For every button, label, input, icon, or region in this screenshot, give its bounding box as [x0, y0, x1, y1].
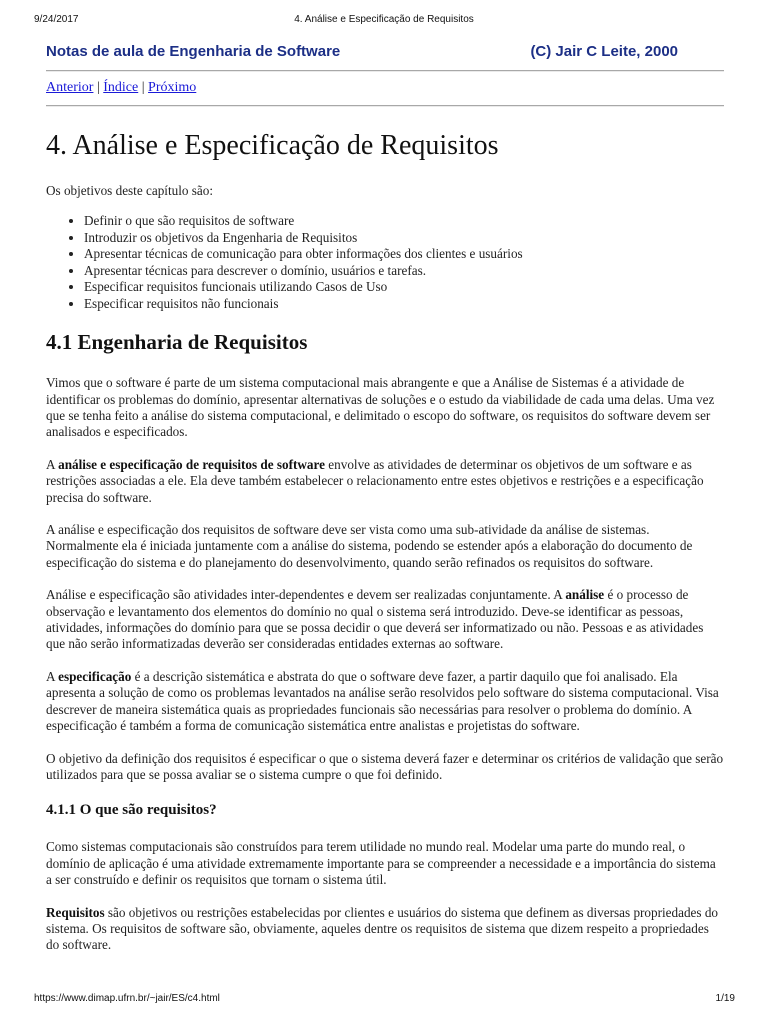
- paragraph: Como sistemas computacionais são construídos para terem utilidade no mundo real. Modelar uma parte do mundo real, o domínio de aplicação é uma atividade extremamente importante para se compreender a necessidade e a importância do sistema a ser construído e definir os requisitos que tornam o sistema útil.: [46, 839, 716, 888]
- paragraph-text: Análise e especificação são atividades inter-dependentes e devem ser realizadas conjuntamente. A: [46, 587, 566, 603]
- nav-separator: |: [138, 80, 149, 95]
- nav-divider: [46, 105, 724, 107]
- print-page-number: 1/19: [715, 993, 735, 1004]
- bold-term: Requisitos: [46, 904, 105, 920]
- list-item: • Apresentar técnicas para descrever o domínio, usuários e tarefas.: [84, 263, 724, 280]
- paragraph: [46, 905, 724, 954]
- paragraph-text: A: [46, 668, 59, 684]
- print-url: https://www.dimap.ufrn.br/~jair/ES/c4.html: [34, 993, 220, 1004]
- site-banner: [46, 40, 724, 62]
- subsection-heading: 4.1.1 O que são requisitos?: [46, 802, 217, 819]
- section-heading: 4.1 Engenharia de Requisitos: [46, 330, 308, 354]
- paragraph-text: A: [46, 456, 59, 472]
- paragraph-text: é a descrição sistemática e abstrata do que o software deve fazer, a partir daquilo que foi analisado. Ela apresenta a solução de como os problemas levantados na análise serão resolvidos pelo software do sistema computacional. Visa descrever de maneira sistemática quais as propriedades funcionais são necessárias para resolver o problema do domínio. A especificação é também a forma de comunicação sistemática entre analistas e projetistas do software.: [46, 668, 719, 734]
- paragraph: [46, 457, 724, 506]
- print-footer: [0, 993, 768, 1009]
- top-divider: [46, 70, 724, 72]
- nav-previous-link[interactable]: Anterior: [46, 80, 94, 95]
- list-item: • Introduzir os objetivos da Engenharia de Requisitos: [84, 230, 724, 247]
- bold-term: análise: [565, 587, 605, 603]
- list-item: • Apresentar técnicas de comunicação para obter informações dos clientes e usuários: [84, 246, 724, 263]
- print-header: [0, 14, 768, 30]
- print-date: 9/24/2017: [34, 14, 79, 25]
- print-title: 4. Análise e Especificação de Requisitos: [294, 14, 474, 25]
- paragraph: O objetivo da definição dos requisitos é especificar o que o sistema deverá fazer e determinar os critérios de validação que serão utilizados para que se possa avaliar se o sistema cumpre o que foi definido.: [46, 750, 724, 782]
- bold-term: análise e especificação de requisitos de software: [58, 456, 325, 472]
- nav-separator: |: [93, 80, 104, 95]
- page-content: [46, 40, 724, 954]
- paragraph: [46, 669, 724, 735]
- bold-term: especificação: [58, 668, 132, 684]
- paragraph-text: são objetivos ou restrições estabelecidas por clientes e usuários do sistema que definem as diversas propriedades do sistema. Os requisitos de software são, obviamente, aqueles dentre os requisitos de sistema que dizem respeito a propriedades do software.: [46, 904, 719, 953]
- paragraph: A análise e especificação dos requisitos de software deve ser vista como uma sub-atividade da análise de sistemas. Normalmente ela é iniciada juntamente com a análise do sistema, podendo se estender após a elaboração do documento de especificação do sistema e do planejamento do desenvolvimento, quando serão refinados os requisitos do software.: [46, 522, 693, 570]
- intro-text: Os objetivos deste capítulo são:: [46, 182, 214, 198]
- paragraph: [46, 587, 724, 653]
- chapter-nav: [46, 80, 724, 100]
- list-item: • Especificar requisitos não funcionais: [84, 296, 724, 313]
- objectives-list: [46, 213, 724, 312]
- paragraph: Vimos que o software é parte de um sistema computacional mais abrangente e que a Análise de Sistemas é a atividade de identificar os problemas do domínio, apresentar alternativas de soluções e o estudo da viabilidade de cada uma delas. Uma vez que se tenha feito a análise do sistema computacional, e delimitado o escopo do software, os requisitos do software devem ser analisados e especificados.: [46, 375, 715, 440]
- banner-course-title: Notas de aula de Engenharia de Software: [46, 42, 341, 60]
- paragraph-text: é o processo de observação e levantamento dos elementos do domínio no qual o sistema será introduzido. Deve-se identificar as pessoas, atividades, informações do domínio para que se possa decidir o que deverá ser informatizado ou não. Pessoas e as atividades que não serão informatizadas deverão ser consideradas entidades externas ao software.: [46, 587, 704, 652]
- paragraph-text: envolve as atividades de determinar os objetivos de um software e as restrições associadas a ele. Ela deve também estabelecer o relacionamento entre estes objetivos e restrições e a especificação precisa do software.: [46, 456, 704, 505]
- nav-index-link[interactable]: Índice: [103, 80, 139, 95]
- chapter-title: 4. Análise e Especificação de Requisitos: [46, 130, 499, 161]
- list-item: • Especificar requisitos funcionais utilizando Casos de Uso: [84, 279, 724, 296]
- banner-author: (C) Jair C Leite, 2000: [530, 42, 678, 60]
- nav-next-link[interactable]: Próximo: [148, 80, 197, 95]
- list-item: • Definir o que são requisitos de software: [84, 213, 724, 230]
